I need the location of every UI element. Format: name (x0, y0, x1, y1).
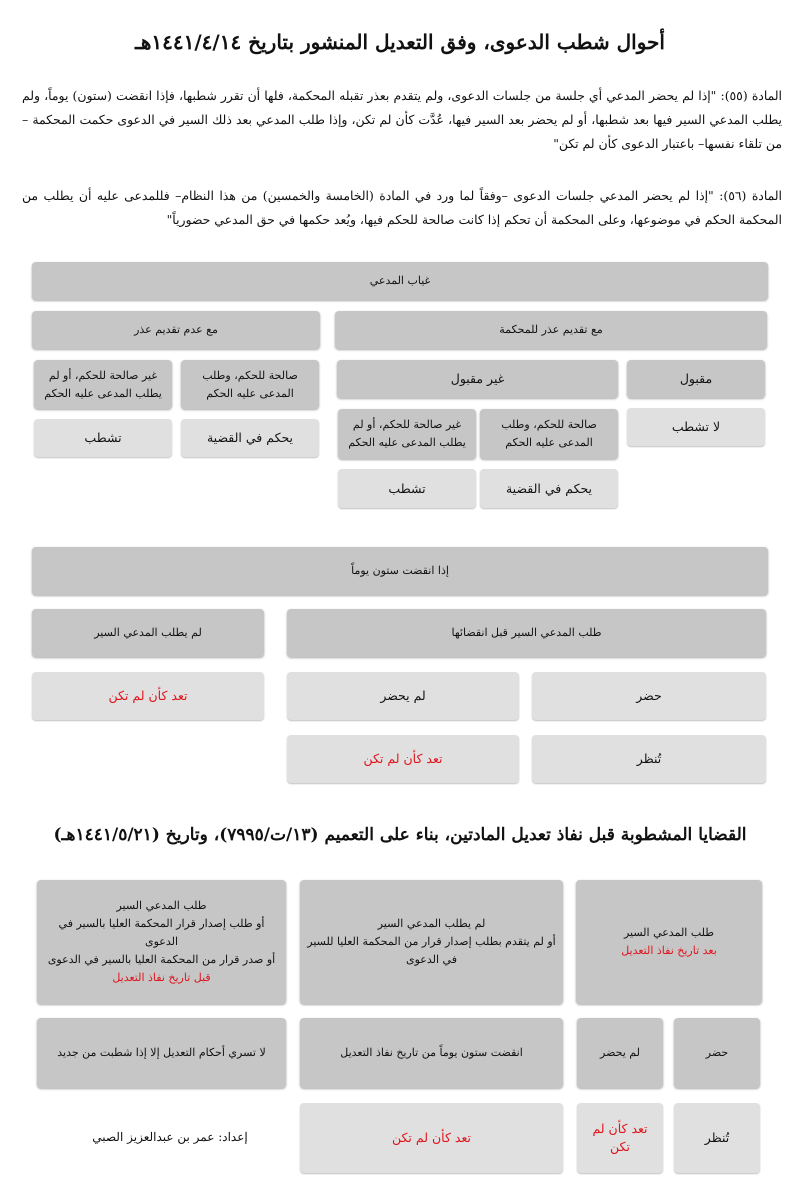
col3-detail-2: أو صدر قرار من المحكمة العليا بالسير في الدعوى (47, 953, 276, 966)
node-fit-for-judgment: صالحة للحكم، وطلب المدعى عليه الحكم (181, 360, 319, 409)
node-case-struck-2: تشطب (338, 469, 476, 508)
node-plaintiff-absence: غياب المدعي (32, 262, 768, 300)
node-case-judged-2: يحكم في القضية (480, 469, 618, 508)
node-without-excuse: مع عدم تقديم عذر (32, 311, 320, 349)
node-unfit-for-judgment: غير صالحة للحكم، أو لم يطلب المدعى عليه الحكم (34, 360, 172, 409)
node-excuse-accepted: مقبول (627, 360, 765, 398)
node-unfit-for-judgment-2: غير صالحة للحكم، أو لم يطلب المدعى عليه الحكم (338, 409, 476, 459)
node-excuse-not-accepted: غير مقبول (337, 360, 618, 398)
node-fit-for-judgment-2: صالحة للحكم، وطلب المدعى عليه الحكم (480, 409, 618, 459)
node-heard-3: تُنظر (674, 1103, 760, 1173)
col3-label: طلب المدعي السير (116, 899, 207, 912)
page-title: أحوال شطب الدعوى، وفق التعديل المنشور بتاريخ ١٤٤١/٤/١٤هـ (135, 30, 665, 54)
node-amendment-not-applicable: لا تسري أحكام التعديل إلا إذا شطبت من جديد (37, 1018, 286, 1088)
col2-detail: أو لم يتقدم بطلب إصدار قرار من المحكمة العليا للسير في الدعوى (307, 935, 556, 966)
col1-after-date: بعد تاريخ نفاذ التعديل (621, 944, 717, 957)
node-requested-before-amendment (37, 880, 286, 1004)
section-title-struck-cases: القضايا المشطوبة قبل نفاذ تعديل المادتين، بناء على التعميم (١٣/ت/٧٩٩٥)، وتاريخ (١٤٤١/٥/٢١هـ) (53, 825, 747, 845)
node-case-struck: تشطب (34, 419, 172, 457)
node-attended: حضر (532, 672, 766, 720)
node-case-judged: يحكم في القضية (181, 419, 319, 457)
col3-before-date: قبل تاريخ نفاذ التعديل (112, 971, 211, 984)
node-requested-after-amendment (576, 880, 762, 1004)
article-56-text: المادة (٥٦): "إذا لم يحضر المدعي جلسات الدعوى –وفقاً لما ورد في المادة (الخامسة والخمسين) من هذا النظام– فللمدعى عليه أن يطلب من المحكمة الحكم في موضوعها، وعلى المحكمة أن تحكم إذا كانت صالحة للحكم فيها، ويُعد حكمها في حق المدعي حضورياً" (22, 188, 782, 227)
col1-label: طلب المدعي السير (623, 926, 715, 939)
node-not-requested-pre (300, 880, 563, 1004)
node-void-2: تعد كأن لم تكن (287, 735, 519, 783)
col3-detail-1: أو طلب إصدار قرار المحكمة العليا بالسير في الدعوى (58, 917, 265, 948)
node-void-4: تعد كأن لم تكن (300, 1103, 563, 1173)
node-not-requested: لم يطلب المدعي السير (32, 609, 264, 657)
node-requested-before-expiry: طلب المدعي السير قبل انقضائها (287, 609, 766, 657)
node-sixty-days-from-amendment: انقضت ستون يوماً من تاريخ نفاذ التعديل (300, 1018, 563, 1088)
node-attended-3: حضر (674, 1018, 760, 1088)
node-absent-3: لم يحضر (577, 1018, 663, 1088)
node-sixty-days-passed: إذا انقضت ستون يوماً (32, 547, 768, 595)
node-heard: تُنظر (532, 735, 766, 783)
col2-label: لم يطلب المدعي السير (377, 917, 486, 930)
node-absent: لم يحضر (287, 672, 519, 720)
node-void-1: تعد كأن لم تكن (32, 672, 264, 720)
article-55-text: المادة (٥٥): "إذا لم يحضر المدعي أي جلسة من جلسات الدعوى، ولم يتقدم بعذر تقبله المحكمة، فلها أن تقرر شطبها، فإذا انقضت (ستون) يوماً، ولم يطلب المدعي السير فيها بعد شطبها، أو لم يحضر بعد السير فيها، عُدَّت كأن لم تكن، وإذا طلب المدعي بعد ذلك السير في الدعوى حكمت المحكمة –من تلقاء نفسها– باعتبار الدعوى كأن لم تكن" (22, 88, 782, 151)
node-void-3: تعد كأن لم تكن (577, 1103, 663, 1173)
node-not-struck: لا تشطب (627, 408, 765, 446)
node-with-excuse: مع تقديم عذر للمحكمة (335, 311, 767, 349)
author-credit: إعداد: عمر بن عبدالعزيز الصبي (92, 1130, 248, 1144)
